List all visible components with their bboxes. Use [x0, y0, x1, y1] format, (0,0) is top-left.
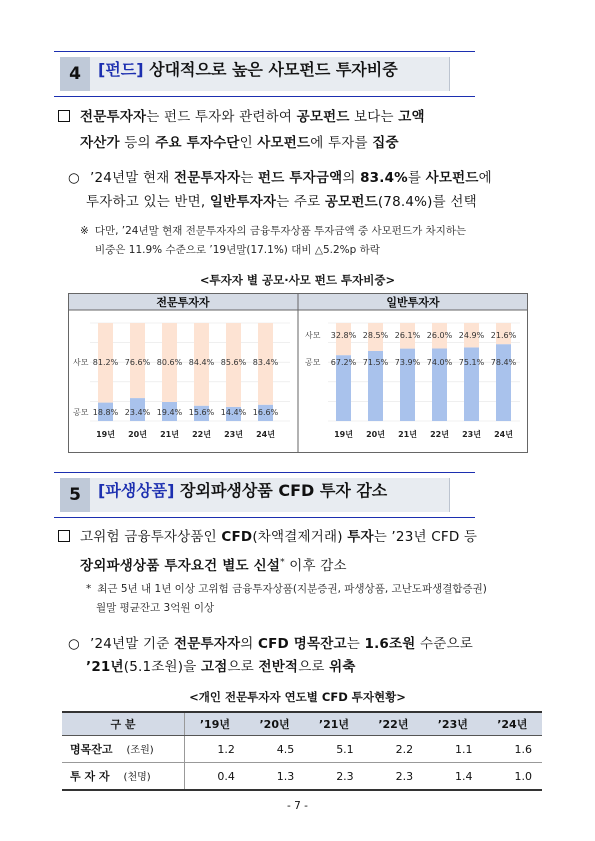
text-run: 이후 감소: [284, 557, 347, 574]
s4-para1-line1: [58, 104, 425, 130]
s4-para2-line1: [68, 165, 492, 191]
s5-note-line1: [86, 580, 487, 599]
text-run: 보다는: [349, 109, 399, 125]
section-number: 4: [60, 57, 90, 91]
text-run: 를: [407, 170, 426, 186]
note-mark: ※: [80, 225, 89, 237]
section-number: 5: [60, 478, 90, 512]
data-label-private: 83.4%: [252, 358, 279, 367]
note-mark: *: [86, 583, 92, 595]
note-text-1: 다만, ’24년말 현재 전문투자자의 금융투자상품 투자금액 중 사모펀드가 차지하는: [94, 225, 467, 237]
text-run: 등의: [119, 135, 156, 151]
data-label-public: 74.0%: [426, 358, 453, 367]
table-cell: 1.6: [483, 736, 542, 763]
data-label-private: 84.4%: [188, 358, 215, 367]
section-title-text: 장외파생상품 CFD 투자 감소: [180, 481, 388, 500]
text-run: 는 주로: [276, 194, 325, 210]
text-run: 고액: [398, 109, 425, 125]
text-run: 는 ’23년 CFD 등: [373, 529, 478, 545]
section-title: [98, 478, 387, 501]
data-label-public: 75.1%: [458, 358, 485, 367]
page-number: - 7 -: [287, 800, 308, 812]
table-cell: 0.4: [185, 763, 245, 791]
table-cell: 4.5: [245, 736, 304, 763]
section-5-header: [60, 478, 450, 512]
table-header-cell: ’20년: [245, 712, 304, 736]
circle-bullet-icon: ○: [68, 170, 80, 186]
row-label: 명목잔고 (조원): [62, 736, 185, 763]
text-run: 83.4%: [360, 170, 408, 186]
text-run: 주요 투자수단: [155, 135, 240, 151]
data-label-public: 71.5%: [362, 358, 389, 367]
text-run: 사모펀드: [257, 135, 311, 151]
text-run: *: [280, 557, 285, 567]
text-run: 수준으로: [415, 636, 473, 652]
text-run: 는: [346, 636, 365, 652]
text-run: (78.4%)를 선택: [377, 194, 477, 210]
table-header-cell: 구 분: [62, 712, 185, 736]
text-run: 으로: [298, 659, 330, 675]
x-tick-label: 19년: [334, 430, 353, 439]
note-text-1: 최근 5년 내 1년 이상 고위험 금융투자상품(지분증권, 파생상품, 고난도파생결합증권): [97, 583, 487, 595]
table-cell: 2.2: [364, 736, 423, 763]
table-row: [62, 763, 542, 791]
text-run: 인: [203, 529, 222, 545]
chart-title: <투자자 별 공모·사모 펀드 투자비중>: [199, 273, 396, 287]
text-run: (5.1조원)을: [123, 659, 201, 675]
text-run: 펀드 투자금액: [257, 170, 343, 186]
text-run: 일반투자자: [209, 194, 277, 210]
text-run: ’21년: [86, 659, 124, 675]
text-run: 장외파생상품 투자요건 별도 신설: [80, 557, 281, 574]
data-label-private: 80.6%: [156, 358, 183, 367]
x-tick-label: 20년: [366, 430, 385, 439]
text-run: 는 펀드 투자와 관련하여: [146, 109, 297, 125]
data-label-public: 19.4%: [156, 408, 183, 417]
text-run: 전문투자자: [174, 636, 241, 652]
x-tick-label: 24년: [256, 430, 275, 439]
text-run: 1.6조원: [364, 636, 416, 652]
text-run: 자산가: [80, 135, 120, 151]
table-cell: 2.3: [364, 763, 423, 791]
s4-note-line2: 비중은 11.9% 수준으로 ’19년말(17.1%) 대비 △5.2%p 하락: [95, 244, 380, 256]
text-run: 공모펀드: [296, 109, 350, 125]
data-label-private: 24.9%: [458, 331, 485, 340]
table-header-cell: ’23년: [423, 712, 482, 736]
data-label-private: 85.6%: [220, 358, 247, 367]
text-run: 의: [342, 170, 361, 186]
table-cell: 2.3: [304, 763, 363, 791]
fund-charts: [68, 293, 528, 453]
s5-para1-line2: [80, 549, 347, 579]
s4-note-line1: [80, 222, 466, 241]
s5-para1-line1: [58, 524, 477, 550]
text-run: 전반적: [258, 659, 299, 675]
text-run: 위축: [329, 659, 356, 675]
bar-public: [496, 344, 511, 421]
chart-panel-title-pro: 전문투자자: [156, 296, 210, 309]
table-cell: 1.1: [423, 736, 482, 763]
data-label-private: 32.8%: [330, 331, 357, 340]
x-tick-label: 23년: [462, 430, 481, 439]
section-tag: [파생상품]: [98, 481, 175, 500]
data-label-public: 14.4%: [220, 408, 247, 417]
table-cell: 5.1: [304, 736, 363, 763]
data-label-public: 16.6%: [252, 408, 279, 417]
section-4-header: [60, 57, 450, 91]
text-run: 의: [240, 636, 258, 652]
x-tick-label: 21년: [398, 430, 417, 439]
text-run: 사모펀드: [425, 170, 479, 186]
series-label-private: 사모: [73, 358, 89, 367]
data-label-public: 18.8%: [92, 408, 119, 417]
s4-para2-line2: [86, 189, 477, 215]
s5-note-line2: 월말 평균잔고 3억원 이상: [96, 602, 215, 614]
text-run: 전문투자자: [174, 170, 241, 186]
text-run: 집중: [372, 135, 399, 151]
data-label-private: 26.0%: [426, 331, 453, 340]
text-run: CFD 명목잔고: [257, 636, 347, 652]
text-run: 인: [239, 135, 258, 151]
table-cell: 1.4: [423, 763, 482, 791]
series-label-public: 공모: [305, 358, 321, 367]
s4-para1-line2: [80, 130, 399, 156]
x-tick-label: 24년: [494, 430, 513, 439]
square-bullet-icon: [58, 530, 70, 542]
table-cell: 1.2: [185, 736, 245, 763]
text-run: 투자하고 있는 반면,: [86, 194, 210, 210]
table-header-row: [62, 712, 542, 736]
table-header-cell: ’19년: [185, 712, 245, 736]
text-run: 고점: [200, 659, 228, 675]
text-run: 고위험 금융투자상품: [80, 529, 204, 545]
table-header-cell: ’24년: [483, 712, 542, 736]
data-label-private: 81.2%: [92, 358, 119, 367]
text-run: 에: [478, 170, 492, 186]
text-run: 에 투자를: [310, 135, 373, 151]
x-tick-label: 21년: [160, 430, 179, 439]
row-label: 투 자 자 (천명): [62, 763, 185, 791]
x-tick-label: 19년: [96, 430, 115, 439]
table-row: [62, 736, 542, 763]
data-label-public: 23.4%: [124, 408, 151, 417]
text-run: 투자: [347, 529, 374, 545]
circle-bullet-icon: ○: [68, 636, 80, 652]
x-tick-label: 22년: [430, 430, 449, 439]
text-run: 는: [240, 170, 258, 186]
table-cell: 1.0: [483, 763, 542, 791]
text-run: 전문투자자: [80, 109, 147, 125]
section-title-text: 상대적으로 높은 사모펀드 투자비중: [149, 60, 398, 79]
text-run: 으로: [227, 659, 259, 675]
data-label-public: 78.4%: [490, 358, 517, 367]
data-label-private: 28.5%: [362, 331, 389, 340]
data-label-public: 15.6%: [188, 408, 215, 417]
data-label-private: 26.1%: [394, 331, 421, 340]
text-run: CFD: [221, 529, 253, 545]
table-title: <개인 전문투자자 연도별 CFD 투자현황>: [189, 690, 406, 704]
text-run: ’24년말 현재: [89, 170, 175, 186]
table-cell: 1.3: [245, 763, 304, 791]
table-header-cell: ’22년: [364, 712, 423, 736]
section-tag: [펀드]: [98, 60, 144, 79]
text-run: 공모펀드: [324, 194, 378, 210]
section-title: [98, 57, 398, 80]
data-label-public: 67.2%: [330, 358, 357, 367]
data-label-private: 21.6%: [490, 331, 517, 340]
series-label-private: 사모: [305, 331, 321, 340]
s5-para2-line2: [86, 654, 356, 680]
chart-panel-title-retail: 일반투자자: [386, 296, 440, 309]
data-label-public: 73.9%: [394, 358, 421, 367]
table-header-cell: ’21년: [304, 712, 363, 736]
x-tick-label: 23년: [224, 430, 243, 439]
cfd-table: [62, 711, 542, 791]
series-label-public: 공모: [73, 408, 89, 417]
text-run: ’24년말 기준: [89, 636, 175, 652]
x-tick-label: 20년: [128, 430, 147, 439]
x-tick-label: 22년: [192, 430, 211, 439]
square-bullet-icon: [58, 110, 70, 122]
data-label-private: 76.6%: [124, 358, 151, 367]
text-run: (차액결제거래): [252, 529, 348, 545]
